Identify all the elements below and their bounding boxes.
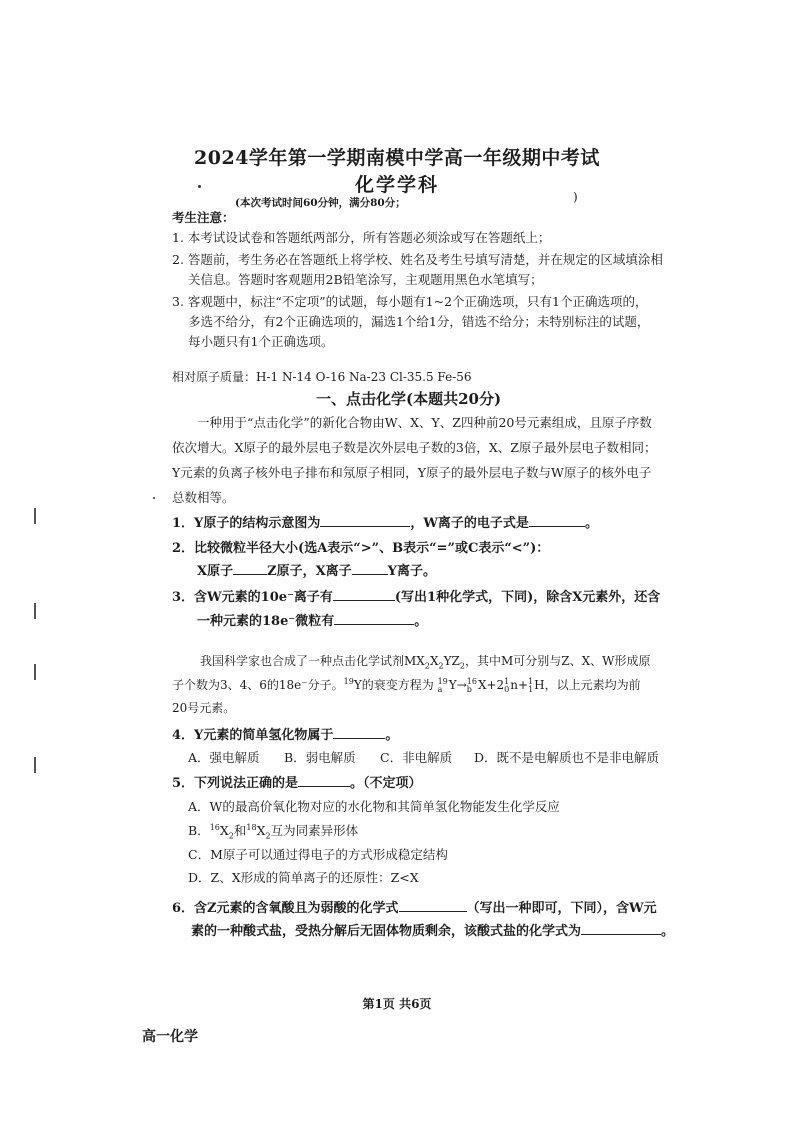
binding-mark [34,508,36,524]
intro-6c: ，以上元素均为前 [544,678,641,692]
notice-item-3c: 每小题只有1个正确选项。 [188,334,334,349]
atomic-mass: 相对原子质量：H-1 N-14 O-16 Na-23 Cl-35.5 Fe-56 [172,370,472,384]
q2-text-a: X原子 [197,564,234,579]
q1-blank-2[interactable] [529,515,585,527]
intro-line-5 [200,652,650,669]
intro-5b: ，其中M可分别与Z、X、W形成原 [464,654,651,668]
q5-option-b-post: 互为同素异形体 [270,823,359,838]
notice-item-3a: 3. 客观题中，标注“不定项”的试题，每小题有1~2个正确选项，只有1个正确选项的， [172,294,648,309]
scan-speck [153,497,155,499]
q5-option-b-pre: B． [188,823,210,838]
intro-5a: 我国科学家也合成了一种点击化学试剂M [200,654,417,668]
intro-6a: 子个数为3、4、6的18e⁻分子。 [172,678,344,692]
q5-text-b: 。（不定项） [350,776,422,791]
question-4 [172,724,398,743]
notice-heading: 考生注意： [172,210,235,225]
q6-text-c: 素的一种酸式盐，受热分解后无固体物质剩余，该酸式盐的化学式为 [191,924,582,939]
q5-blank[interactable] [298,775,350,787]
exam-title: 2024学年第一学期南模中学高一年级期中考试 [194,147,600,169]
q4-text-a: 4．Y元素的简单氢化物属于 [172,728,334,743]
q2-blank-2[interactable] [352,563,388,575]
q4-text-b: 。 [385,728,399,743]
notice-item-2a: 2. 答题前，考生务必在答题纸上将学校、姓名及考生号填写清楚，并在规定的区域填涂相 [172,252,663,267]
q6-blank-1[interactable] [399,900,467,912]
q3-text-d: 。 [414,614,428,629]
intro-line-6: 子个数为3、4、6的18e⁻分子。$^{19}$Y的衰变方程为 19 a Y→16 b X+21 0n+1 1H，以上元素均为前 [172,676,641,694]
q6-text-d: 。 [661,924,675,939]
q5-text-a: 5．下列说法正确的是 [172,776,299,791]
q3-text-c: 一种元素的18e⁻微粒有 [197,614,335,629]
q5-option-b[interactable] [188,821,358,839]
question-1 [172,512,598,531]
question-3-cont [197,610,427,629]
q2-blank-1[interactable] [233,563,267,575]
q5-option-d[interactable]: D．Z、X形成的简单离子的还原性：Z<X [188,870,419,885]
notice-item-2b: 关信息。答题时客观题用2B铅笔涂写，主观题用黑色水笔填写； [188,272,543,287]
q5-option-c[interactable]: C．M原子可以通过得电子的方式形成稳定结构 [188,847,448,862]
question-2-blanks [197,560,436,579]
question-5 [172,772,422,791]
notice-item-1: 1. 本考试设试卷和答题纸两部分，所有答题必须涂或写在答题纸上； [172,230,551,245]
q3-text-a: 3．含W元素的10e⁻离子有 [172,590,333,605]
subject-title: 化学学科 [354,174,439,196]
intro-line-7: 20号元素。 [172,701,236,715]
q2-text-b: Z原子，X离子 [267,564,352,579]
question-3 [172,586,660,605]
q5-option-a[interactable]: A．W的最高价氧化物对应的水化物和其简单氢化物能发生化学反应 [188,799,560,814]
q6-blank-2[interactable] [581,923,661,935]
q1-text-c: 。 [584,516,598,531]
binding-mark [34,664,36,680]
intro-line-4: 总数相等。 [172,490,235,505]
q4-option-b[interactable]: B．弱电解质 [284,750,356,765]
corner-mark: ) [573,190,578,204]
q4-option-a[interactable]: A．强电解质 [188,750,260,765]
q6-text-b: （写出一种即可，下同），含W元 [466,901,657,916]
question-6-cont [191,920,674,939]
q1-text-b: ，W离子的电子式是 [410,516,529,531]
intro-line-2: 依次增大。X原子的最外层电子数是次外层电子数的3倍，X、Z原子最外层电子数相同； [172,440,657,455]
section-title: 一、点击化学(本题共20分) [316,390,502,408]
question-2-stem: 2．比较微粒半径大小(选A表示“>”、B表示“=”或C表示“<”)： [172,541,550,556]
q6-text-a: 6．含Z元素的含氧酸且为弱酸的化学式 [172,901,399,916]
question-6 [172,897,657,916]
intro-6b: Y的衰变方程为 [353,678,434,692]
q1-text-a: 1．Y原子的结构示意图为 [172,516,321,531]
page-number: 第1页 共6页 [362,997,432,1011]
q2-text-c: Y离子。 [387,564,436,579]
notice-item-3b: 多选不给分，有2个正确选项的，漏选1个给1分，错选不给分；未特别标注的试题， [188,314,650,329]
reagent-formula: $X_2X_2YZ_2$ [416,654,465,671]
binding-mark [34,757,36,773]
q4-blank[interactable] [333,727,385,739]
scan-speck [198,185,201,188]
q3-blank-2[interactable] [334,613,414,625]
decay-equation: 19 a Y→16 b X+21 0n+1 1H [437,676,545,694]
q4-option-d[interactable]: D．既不是电解质也不是非电解质 [474,750,660,765]
q3-text-b: (写出1种化学式，下同)，除含X元素外，还含 [394,590,661,605]
binding-mark [34,603,36,619]
intro-line-3: Y元素的负离子核外电子排布和氖原子相同，Y原子的最外层电子数与W原子的核外电子 [172,465,652,480]
exam-info: (本次考试时间60分钟，满分80分； [235,197,406,209]
q5-option-b-formula: $^{16}X_2$和$^{18}X_2$ [209,822,271,841]
q3-blank-1[interactable] [333,589,395,601]
footer-label: 高一化学 [142,1029,198,1045]
intro-line-1: 一种用于“点击化学”的新化合物由W、X、Y、Z四种前20号元素组成，且原子序数 [197,415,652,430]
q1-blank-1[interactable] [320,515,410,527]
q4-option-c[interactable]: C．非电解质 [380,750,453,765]
